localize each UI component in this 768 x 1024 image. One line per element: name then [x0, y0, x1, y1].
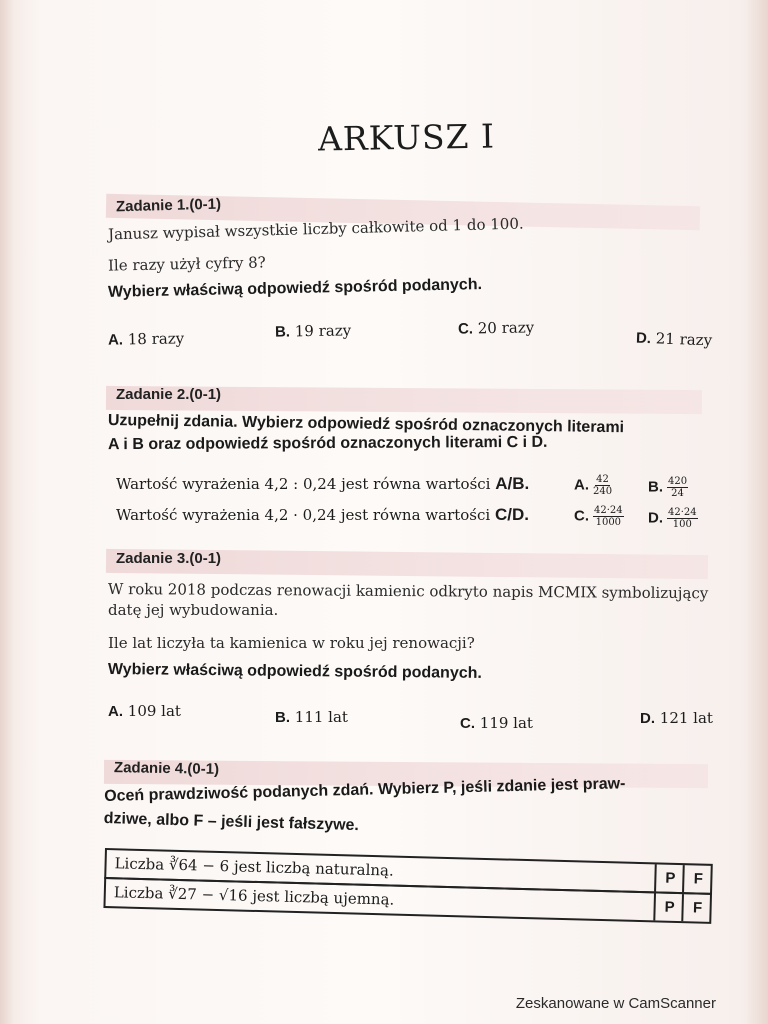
fraction [667, 476, 688, 499]
option-letter: A. [574, 476, 589, 494]
task3-heading: Zadanie 3.(0-1) [116, 550, 222, 567]
fraction-denominator: 100 [672, 519, 692, 530]
task1-line1: Janusz wypisał wszystkie liczby całkowite od 1 do 100. [107, 214, 524, 244]
task3-line1: W roku 2018 podczas renowacji kamienic odkryto napis MCMIX symbolizujący [107, 580, 709, 603]
fraction [667, 507, 698, 530]
option-text: 19 razy [294, 321, 352, 341]
option-text: 119 lat [479, 714, 533, 732]
option-letter: D. [635, 329, 652, 348]
task1-option-a [108, 329, 184, 348]
task2-option-c [574, 505, 624, 528]
option-letter: C. [457, 320, 474, 338]
task1-line2: Ile razy użył cyfry 8? [107, 253, 266, 275]
task2-instruction-line2: A i B oraz odpowiedź spośród oznaczonych literami C i D. [107, 433, 548, 454]
task2-option-a [574, 474, 612, 497]
task1-option-c [458, 318, 534, 337]
task4-heading: Zadanie 4.(0-1) [113, 759, 220, 778]
task2-row2-text: Wartość wyrażenia 4,2 · 0,24 jest równa wartości [116, 506, 491, 524]
task3-option-c [460, 714, 533, 732]
true-false-table [103, 848, 711, 946]
task4-instruction-line2: dziwe, albo F – jeśli jest fałszywe. [103, 810, 360, 835]
option-letter: D. [640, 710, 655, 727]
fraction-numerator: 420 [668, 476, 688, 487]
task2-row2-choice: C/D. [494, 505, 529, 524]
task1-option-b [275, 321, 351, 340]
page-edge-left [0, 0, 14, 1024]
option-text: 21 razy [655, 329, 713, 350]
task2-instruction-line1: Uzupełnij zdania. Wybierz odpowiedź spośród oznaczonych literami [107, 412, 625, 437]
task2-row1 [116, 474, 529, 494]
option-letter: B. [274, 323, 291, 341]
task3-option-b [275, 708, 348, 726]
table-statement: Liczba ∛27 − √16 jest liczbą ujemną. [113, 883, 395, 909]
option-letter: A. [107, 331, 124, 349]
task1-heading: Zadanie 1.(0-1) [115, 195, 222, 216]
fraction-numerator: 42·24 [594, 505, 623, 516]
task2-row2 [116, 505, 529, 525]
fraction-denominator: 24 [671, 488, 684, 499]
task3-option-d [640, 709, 713, 727]
page-edge-right [746, 0, 768, 1024]
option-letter: C. [460, 715, 475, 732]
task3-line2: datę jej wybudowania. [108, 601, 279, 619]
answer-p-cell[interactable]: P [654, 864, 685, 892]
task2-row1-text: Wartość wyrażenia 4,2 : 0,24 jest równa wartości [116, 475, 491, 493]
fraction [593, 474, 612, 497]
option-text: 121 lat [659, 709, 713, 727]
option-letter: C. [574, 507, 589, 525]
option-text: 20 razy [477, 318, 535, 338]
camscanner-watermark: Zeskanowane w CamScanner [515, 995, 716, 1012]
fraction-numerator: 42 [596, 474, 609, 485]
task4-instruction-line1: Oceń prawdziwość podanych zdań. Wybierz P, jeśli zdanie jest praw- [104, 775, 626, 805]
task2-option-b [648, 476, 688, 499]
fraction-numerator: 42·24 [668, 507, 697, 518]
answer-p-cell[interactable]: P [653, 893, 684, 921]
fraction-denominator: 240 [593, 486, 613, 497]
option-text: 111 lat [294, 708, 348, 726]
task1-option-d [636, 329, 713, 350]
option-letter: D. [648, 509, 663, 527]
task3-option-a [108, 702, 181, 720]
option-letter: B. [648, 478, 663, 496]
option-letter: B. [275, 709, 290, 726]
page-title: ARKUSZ I [317, 116, 496, 159]
task2-heading: Zadanie 2.(0-1) [116, 386, 222, 403]
answer-f-cell[interactable]: F [682, 865, 713, 893]
task1-instruction: Wybierz właściwą odpowiedź spośród podanych. [107, 276, 483, 301]
task2-option-d [648, 507, 698, 530]
fraction-denominator: 1000 [595, 517, 622, 528]
task3-line3: Ile lat liczyła ta kamienica w roku jej renowacji? [108, 634, 475, 652]
option-text: 18 razy [127, 329, 185, 349]
fraction [593, 505, 624, 528]
task3-instruction: Wybierz właściwą odpowiedź spośród podanych. [107, 661, 482, 682]
answer-f-cell[interactable]: F [681, 894, 712, 922]
option-letter: A. [108, 703, 123, 720]
table-statement: Liczba ∛64 − 6 jest liczbą naturalną. [114, 854, 394, 880]
option-text: 109 lat [127, 702, 181, 720]
task2-row1-choice: A/B. [495, 474, 530, 493]
